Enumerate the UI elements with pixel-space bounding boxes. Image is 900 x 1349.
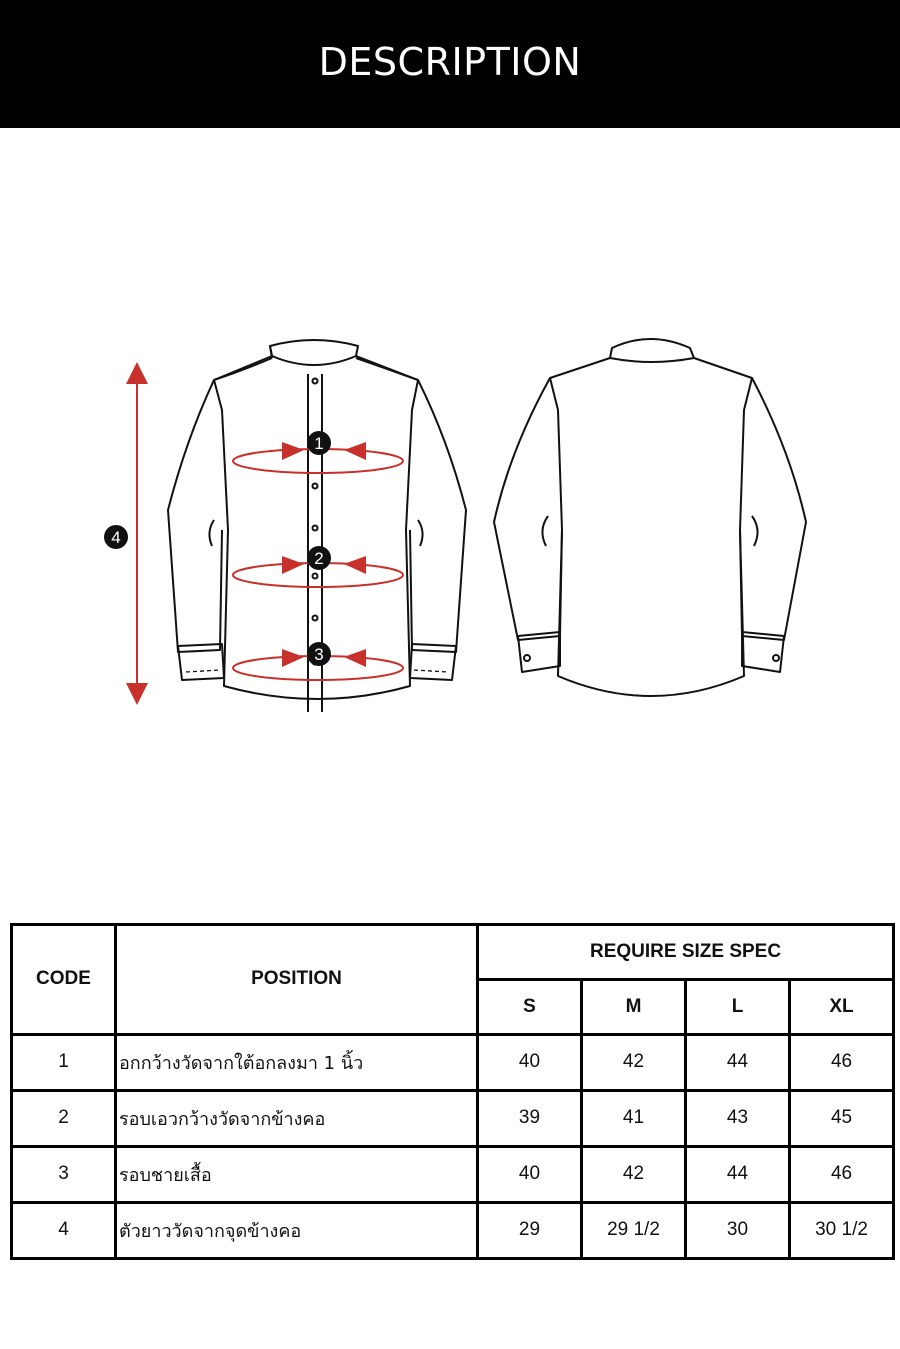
table-row xyxy=(12,1034,894,1090)
table-row xyxy=(12,1090,894,1146)
row-value-l: 43 xyxy=(686,1090,790,1146)
marker-2-label: 2 xyxy=(314,549,324,568)
marker-1-label: 1 xyxy=(314,434,324,453)
header-position: POSITION xyxy=(116,925,478,1035)
back-cuff-buttons xyxy=(524,655,779,661)
table-row xyxy=(12,1146,894,1202)
row-value-s: 29 xyxy=(478,1202,582,1258)
row-code: 3 xyxy=(12,1146,116,1202)
header-size-s: S xyxy=(478,979,582,1034)
page-title: DESCRIPTION xyxy=(318,40,582,84)
marker-3 xyxy=(307,642,331,666)
row-value-xl: 45 xyxy=(790,1090,894,1146)
row-value-m: 29 1/2 xyxy=(582,1202,686,1258)
row-value-s: 39 xyxy=(478,1090,582,1146)
marker-4 xyxy=(104,525,128,549)
row-code: 4 xyxy=(12,1202,116,1258)
row-code: 2 xyxy=(12,1090,116,1146)
header-code: CODE xyxy=(12,925,116,1035)
shirt-diagram xyxy=(0,300,900,740)
row-value-xl: 46 xyxy=(790,1146,894,1202)
row-value-m: 42 xyxy=(582,1146,686,1202)
table-row xyxy=(12,1202,894,1258)
row-code: 1 xyxy=(12,1034,116,1090)
size-spec-table xyxy=(10,923,895,1260)
row-value-xl: 30 1/2 xyxy=(790,1202,894,1258)
back-shirt xyxy=(494,339,806,696)
marker-4-label: 4 xyxy=(111,528,121,547)
row-value-xl: 46 xyxy=(790,1034,894,1090)
header-size-m: M xyxy=(582,979,686,1034)
header-require-size-spec: REQUIRE SIZE SPEC xyxy=(478,925,894,980)
header-size-l: L xyxy=(686,979,790,1034)
row-value-s: 40 xyxy=(478,1034,582,1090)
row-value-l: 44 xyxy=(686,1146,790,1202)
row-value-l: 30 xyxy=(686,1202,790,1258)
row-value-s: 40 xyxy=(478,1146,582,1202)
row-position: ตัวยาววัดจากจุดข้างคอ xyxy=(116,1202,478,1258)
row-value-m: 42 xyxy=(582,1034,686,1090)
header-size-xl: XL xyxy=(790,979,894,1034)
row-position: รอบชายเสื้อ xyxy=(116,1146,478,1202)
front-buttons xyxy=(313,379,318,665)
marker-1 xyxy=(307,431,331,455)
marker-3-label: 3 xyxy=(314,645,324,664)
row-position: รอบเอวกว้างวัดจากข้างคอ xyxy=(116,1090,478,1146)
length-measurement xyxy=(126,362,148,705)
row-value-l: 44 xyxy=(686,1034,790,1090)
row-position: อกกว้างวัดจากใต้อกลงมา 1 นิ้ว xyxy=(116,1034,478,1090)
marker-2 xyxy=(307,546,331,570)
header-bar xyxy=(0,0,900,128)
row-value-m: 41 xyxy=(582,1090,686,1146)
